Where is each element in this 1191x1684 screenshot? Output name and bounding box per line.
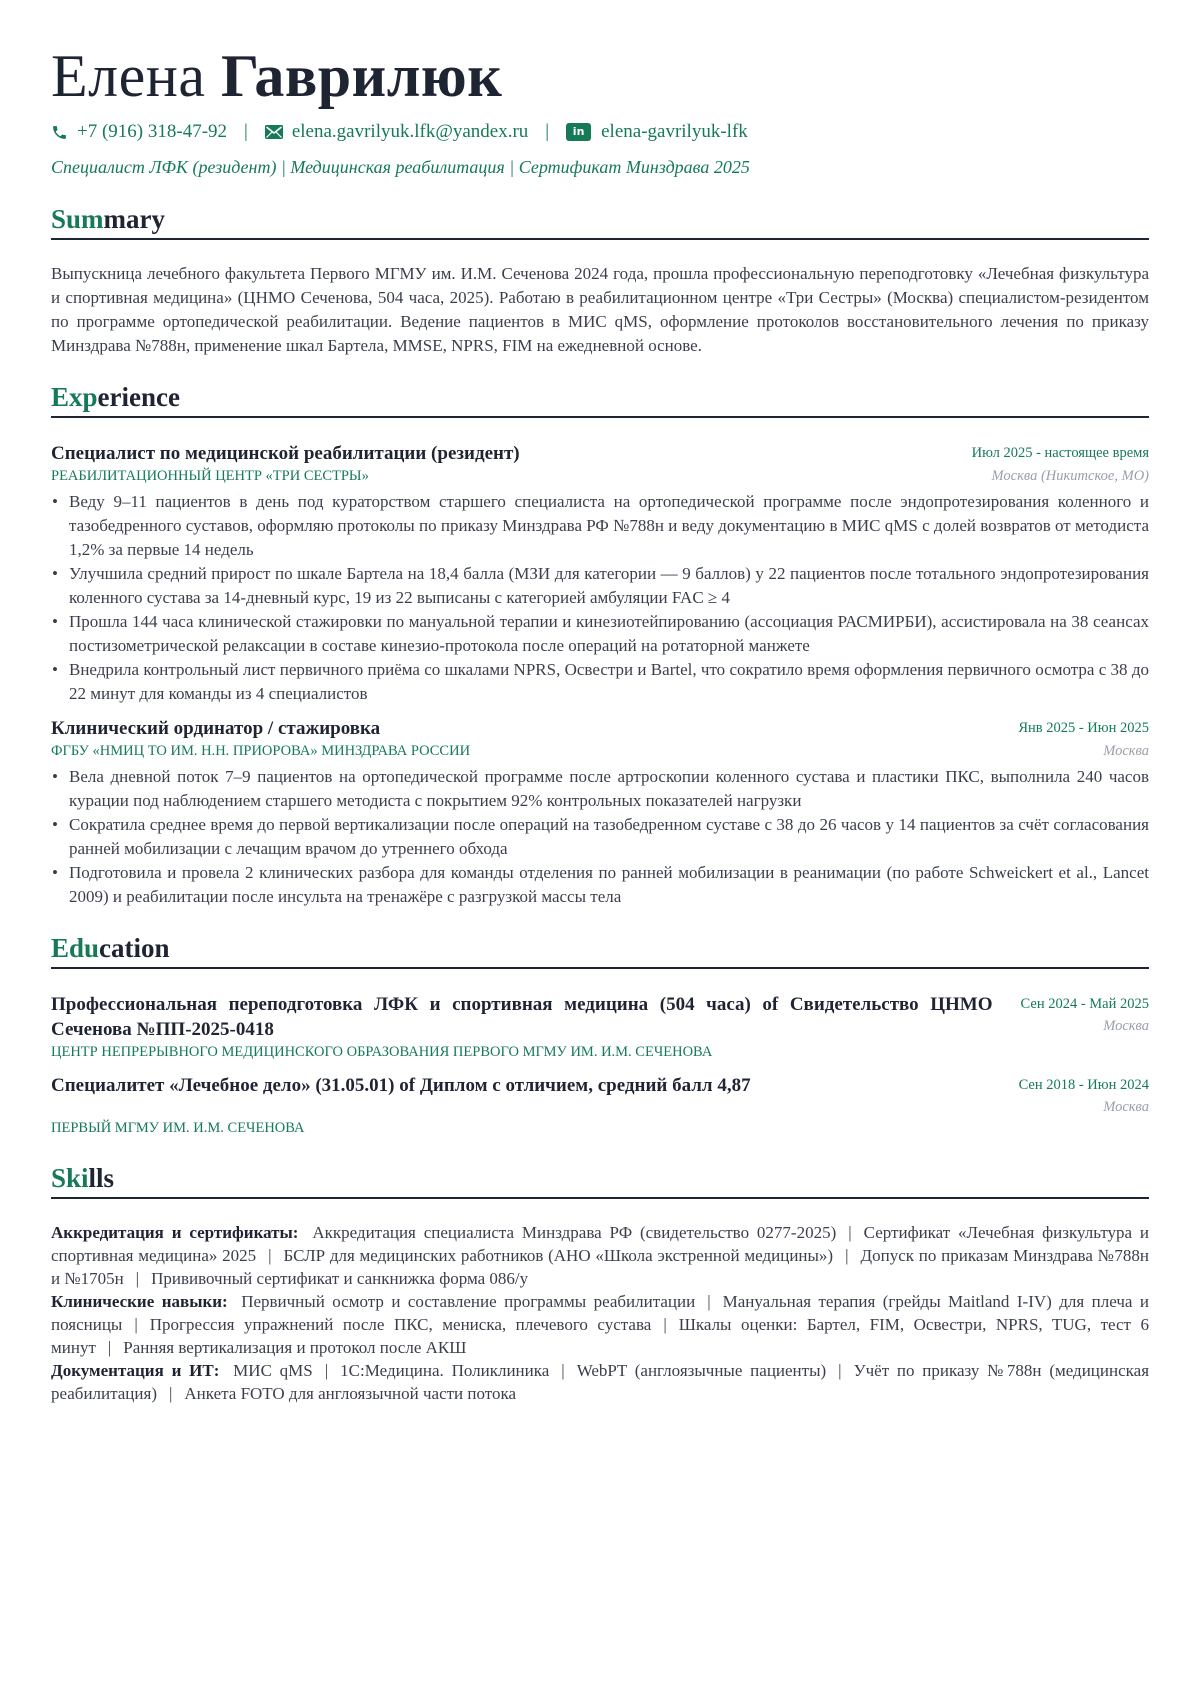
skill-item: Первичный осмотр и составление программы реабилитации — [241, 1292, 696, 1311]
achievement-item: • Веду 9–11 пациентов в день под кураторством старшего специалиста на ортопедической программе после эндопротезирования коленного и тазобедренного суставов, оформляю протоколы по приказу Минздрава РФ №788н и веду документацию в МИС qMS с долей возвратов от методиста 1,2% за первые 14 недель — [51, 490, 1149, 562]
skill-separator: | — [845, 1246, 849, 1265]
skill-item: МИС qMS — [233, 1361, 313, 1380]
experience-section — [51, 380, 1149, 909]
job-title: Специалист по медицинской реабилитации (резидент) — [51, 443, 520, 464]
achievement-list — [51, 765, 1149, 909]
skill-separator: | — [135, 1269, 140, 1288]
institution: ЦЕНТР НЕПРЕРЫВНОГО МЕДИЦИНСКОГО ОБРАЗОВАНИЯ ПЕРВОГО МГМУ ИМ. И.М. СЕЧЕНОВА — [51, 1044, 713, 1060]
section-title — [51, 931, 1149, 969]
skill-group — [51, 1290, 1149, 1359]
skill-item: Шкалы оценки: Бартел, FIM, Освестри, NPRS, TUG, тест 6 минут — [51, 1315, 1149, 1357]
section-title-rest: erience — [97, 382, 180, 412]
skill-group-label: Аккредитация и сертификаты: — [51, 1223, 299, 1242]
section-title-rest: mary — [103, 204, 166, 234]
job-location: Москва (Никитское, МО) — [991, 468, 1149, 484]
skill-item: Анкета FOTO для англоязычной части потока — [184, 1384, 517, 1403]
section-title — [51, 1161, 1149, 1199]
skill-separator: | — [134, 1315, 138, 1334]
skill-separator: | — [324, 1361, 329, 1380]
resume-page — [51, 38, 1149, 1405]
skill-item: Учёт по приказу №788н (медицинская реабилитация) — [51, 1361, 1150, 1403]
achievement-item: • Сократила среднее время до первой вертикализации после операций на тазобедренном суставе с 38 до 26 часов у 14 пациентов за счёт согласования ранней мобилизации с лечащим врачом до утреннего обхода — [51, 813, 1149, 861]
skill-separator: | — [268, 1246, 272, 1265]
section-title-rest: lls — [88, 1163, 115, 1193]
skill-group — [51, 1359, 1149, 1405]
employer: ФГБУ «НМИЦ ТО ИМ. Н.Н. ПРИОРОВА» МИНЗДРАВА РОССИИ — [51, 743, 471, 759]
achievement-list — [51, 490, 1149, 706]
skills-section — [51, 1161, 1149, 1405]
achievement-item: • Внедрила контрольный лист первичного приёма со шкалами NPRS, Освестри и Bartel, что сократило время оформления первичного осмотра с 38 до 22 минут для команды из 4 специалистов — [51, 658, 1149, 706]
section-title-accent: Ski — [51, 1163, 89, 1193]
skill-item: Ранняя вертикализация и протокол после АКШ — [123, 1338, 467, 1357]
email-contact[interactable] — [265, 121, 528, 143]
section-title-accent: Exp — [51, 382, 98, 412]
achievement-item: • Прошла 144 часа клинической стажировки по мануальной терапии и кинезиотейпированию (ассоциация РАСМИРБИ), ассистировала на 38 сеансах постизометрической релаксации в составе кинезио-протокола после операций на ротаторной манжете — [51, 610, 1149, 658]
contact-bar — [51, 116, 1149, 148]
skill-item: Сертификат «Лечебная физкультура и спортивная медицина» 2025 — [51, 1223, 1150, 1265]
skill-item: БСЛР для медицинских работников (АНО «Школа экстренной медицины») — [283, 1246, 834, 1265]
first-name: Елена — [51, 43, 206, 109]
linkedin-handle: elena-gavrilyuk-lfk — [601, 121, 748, 142]
job-location: Москва — [1103, 743, 1149, 759]
skill-item: Прививочный сертификат и санкнижка форма 086/у — [151, 1269, 529, 1288]
section-title — [51, 202, 1149, 240]
achievement-item: • Улучшила средний прирост по шкале Бартела на 18,4 балла (МЗИ для категории — 9 баллов) у 22 пациентов после тотального эндопротезирования коленного сустава за 14-дневный курс, 19 из 22 выписаны с категорией амбуляции FAC ≥ 4 — [51, 562, 1149, 610]
achievement-item: • Подготовила и провела 2 клинических разбора для команды отделения по ранней мобилизации в реанимации (по работе Schweickert et al., Lancet 2009) и реабилитации после инсульта на тренажёре с разгрузкой массы тела — [51, 861, 1149, 909]
section-title-accent: Sum — [51, 204, 104, 234]
study-location: Москва — [1103, 1099, 1149, 1115]
section-title — [51, 380, 1149, 418]
skill-separator: | — [107, 1338, 112, 1357]
section-title-rest: cation — [99, 933, 170, 963]
phone-number: +7 (916) 318-47-92 — [77, 121, 228, 142]
skill-separator: | — [168, 1384, 173, 1403]
study-dates: Сен 2018 - Июн 2024 — [1018, 1077, 1149, 1093]
skill-group — [51, 1221, 1149, 1290]
experience-entry — [51, 716, 1149, 909]
skill-separator: | — [561, 1361, 565, 1380]
job-dates: Июл 2025 - настоящее время — [971, 445, 1149, 461]
section-title-accent: Edu — [51, 933, 100, 963]
study-dates: Сен 2024 - Май 2025 — [1020, 996, 1149, 1012]
education-entry — [51, 992, 1149, 1063]
professional-tagline: Специалист ЛФК (резидент) | Медицинская реабилитация | Сертификат Минздрава 2025 — [51, 157, 750, 177]
experience-entry — [51, 441, 1149, 706]
summary-section — [51, 202, 1149, 358]
skill-separator: | — [663, 1315, 667, 1334]
linkedin-contact[interactable] — [566, 121, 748, 143]
institution: ПЕРВЫЙ МГМУ ИМ. И.М. СЕЧЕНОВА — [51, 1120, 305, 1136]
candidate-name — [51, 38, 1149, 114]
skill-item: Прогрессия упражнений после ПКС, мениска, плечевого сустава — [149, 1315, 652, 1334]
education-entry — [51, 1073, 1149, 1139]
skill-item: WebPT (англоязычные пациенты) — [576, 1361, 827, 1380]
skill-item: Аккредитация специалиста Минздрава РФ (свидетельство 0277-2025) — [312, 1223, 837, 1242]
achievement-item: • Вела дневной поток 7–9 пациентов на ортопедической программе после артроскопии коленного сустава и пластики ПКС, выполнила 240 часов курации под наблюдением старшего методиста с покрытием 92% контрольных показателей нагрузки — [51, 765, 1149, 813]
phone-icon — [51, 124, 68, 141]
envelope-icon — [265, 125, 283, 139]
degree-title: Специалитет «Лечебное дело» (31.05.01) of Диплом с отличием, средний балл 4,87 — [51, 1075, 751, 1096]
education-section — [51, 931, 1149, 1139]
skills-list — [51, 1221, 1149, 1405]
study-location: Москва — [1103, 1018, 1149, 1034]
skill-group-label: Клинические навыки: — [51, 1292, 228, 1311]
employer: РЕАБИЛИТАЦИОННЫЙ ЦЕНТР «ТРИ СЕСТРЫ» — [51, 468, 369, 484]
skill-separator: | — [848, 1223, 852, 1242]
skill-item: Мануальная терапия (грейды Maitland I-IV) для плеча и поясницы — [51, 1292, 1150, 1334]
contact-separator: | — [244, 121, 248, 142]
skill-item: 1С:Медицина. Поликлиника — [340, 1361, 550, 1380]
email-address: elena.gavrilyuk.lfk@yandex.ru — [291, 121, 529, 142]
linkedin-icon: in — [566, 123, 591, 141]
last-name: Гаврилюк — [220, 43, 503, 109]
job-dates: Янв 2025 - Июн 2025 — [1018, 720, 1149, 736]
job-title: Клинический ординатор / стажировка — [51, 718, 381, 739]
contact-separator: | — [545, 121, 550, 142]
skill-separator: | — [707, 1292, 711, 1311]
skill-item: Допуск по приказам Минздрава №788н и №1705н — [51, 1246, 1149, 1288]
skill-separator: | — [838, 1361, 842, 1380]
phone-contact[interactable] — [51, 121, 227, 143]
summary-text: Выпускница лечебного факультета Первого МГМУ им. И.М. Сеченова 2024 года, прошла профессиональную переподготовку «Лечебная физкультура и спортивная медицина» (ЦНМО Сеченова, 504 часа, 2025). Работаю в реабилитационном центре «Три Сестры» (Москва) специалистом-резидентом по программе ортопедической реабилитации. Ведение пациентов в МИС qMS, оформление протоколов восстановительного лечения по приказу Минздрава №788н, применение шкал Бартела, MMSE, NPRS, FIM на ежедневной основе. — [51, 264, 1149, 355]
skill-group-label: Документация и ИТ: — [51, 1361, 220, 1380]
degree-title: Профессиональная переподготовка ЛФК и спортивная медицина (504 часа) of Свидетельство ЦНМО Сеченова №ПП-2025-0418 — [51, 994, 993, 1040]
